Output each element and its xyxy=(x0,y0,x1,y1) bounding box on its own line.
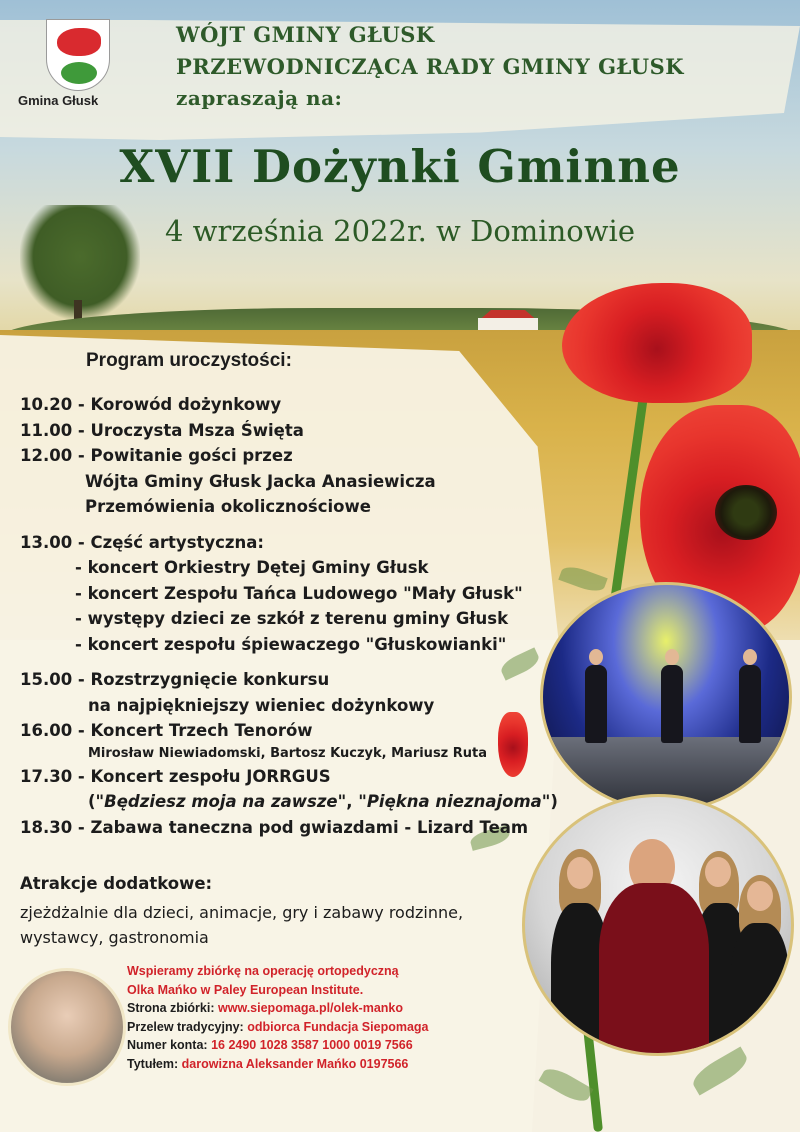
tenor-figure xyxy=(661,665,683,743)
extras-text: zjeżdżalnie dla dzieci, animacje, gry i zabawy rodzinne, wystawcy, gastronomia xyxy=(20,903,464,947)
gmina-crest-logo xyxy=(46,19,110,91)
crest-green-wreath xyxy=(61,62,97,84)
program-list xyxy=(20,392,540,840)
charity-info xyxy=(127,962,547,1073)
program-item: 17.30 - Koncert zespołu JORRGUS xyxy=(20,766,331,786)
singer-face xyxy=(705,857,731,887)
program-subitem: - koncert Orkiestry Dętej Gminy Głusk xyxy=(75,558,429,577)
program-subitem: - koncert zespołu śpiewaczego "Głuskowianki" xyxy=(75,634,507,654)
program-title: Program uroczystości: xyxy=(86,350,292,371)
charity-title-row xyxy=(127,1055,547,1074)
program-item: 18.30 - Zabawa taneczna pod gwiazdami - Lizard Team xyxy=(20,817,529,837)
event-date: 4 września 2022r. w Dominowie xyxy=(165,214,635,248)
jorrgus-band-photo xyxy=(522,794,794,1056)
program-item: 16.00 - Koncert Trzech Tenorów xyxy=(20,721,313,740)
tenors-stage-photo xyxy=(540,582,792,812)
program-item-detail: Przemówienia okolicznościowe xyxy=(85,497,371,516)
song-titles xyxy=(20,789,540,815)
song-title-1: Będziesz moja na zawsze xyxy=(104,792,338,811)
charity-title-value: darowizna Aleksander Mańko 0197566 xyxy=(181,1056,409,1071)
tenors-names: Mirosław Niewiadomski, Bartosz Kuczyk, Mariusz Ruta xyxy=(88,745,488,761)
charity-page-row xyxy=(127,999,547,1018)
charity-account-label: Numer konta: xyxy=(127,1038,208,1052)
quote-mid: ", " xyxy=(337,792,367,811)
program-item: 10.20 - Korowód dożynkowy xyxy=(20,395,282,414)
singer-face xyxy=(747,881,773,911)
header-line-3: zapraszają na: xyxy=(176,86,343,110)
charity-line-1: Wspieramy zbiórkę na operację ortopedyczną xyxy=(127,964,399,978)
header-line-2: PRZEWODNICZĄCA RADY GMINY GŁUSK xyxy=(176,54,685,79)
child-photo xyxy=(8,968,126,1086)
poppy-center xyxy=(715,485,777,540)
event-title: XVII Dożynki Gminne xyxy=(119,140,681,193)
charity-account-row xyxy=(127,1036,547,1055)
quote-open: (" xyxy=(88,792,105,811)
charity-transfer-value: odbiorca Fundacja Siepomaga xyxy=(247,1019,429,1034)
program-item-detail: na najpiękniejszy wieniec dożynkowy xyxy=(88,695,435,715)
song-title-2: Piękna nieznajoma xyxy=(366,792,542,811)
poppy-flower xyxy=(562,283,752,403)
charity-account-value: 16 2490 1028 3587 1000 0019 7566 xyxy=(211,1038,413,1052)
lead-singer-figure xyxy=(599,883,709,1053)
charity-transfer-label: Przelew tradycyjny: xyxy=(127,1019,244,1034)
crest-label: Gmina Głusk xyxy=(18,93,99,108)
charity-transfer-row xyxy=(127,1018,547,1037)
charity-page-link[interactable]: www.siepomaga.pl/olek-manko xyxy=(218,1001,403,1015)
tenor-figure xyxy=(739,665,761,743)
crest-red-figure xyxy=(57,28,101,56)
program-item: 11.00 - Uroczysta Msza Święta xyxy=(20,420,304,440)
singer-figure xyxy=(731,923,789,1053)
program-item: 15.00 - Rozstrzygnięcie konkursu xyxy=(20,670,330,689)
charity-page-label: Strona zbiórki: xyxy=(127,1001,215,1015)
program-subitem: - występy dzieci ze szkół z terenu gminy Głusk xyxy=(75,609,509,628)
program-item: 13.00 - Część artystyczna: xyxy=(20,532,265,552)
singer-face xyxy=(567,857,593,889)
header-line-1: WÓJT GMINY GŁUSK xyxy=(176,22,435,47)
program-item-detail: Wójta Gminy Głusk Jacka Anasiewicza xyxy=(85,471,436,491)
program-subitem: - koncert Zespołu Tańca Ludowego "Mały Głusk" xyxy=(75,583,523,603)
program-item: 12.00 - Powitanie gości przez xyxy=(20,446,293,465)
charity-title-label: Tytułem: xyxy=(127,1056,179,1071)
tenor-figure xyxy=(585,665,607,743)
extras-title: Atrakcje dodatkowe: xyxy=(20,874,213,893)
charity-line-2: Olka Mańko w Paley European Institute. xyxy=(127,982,364,997)
